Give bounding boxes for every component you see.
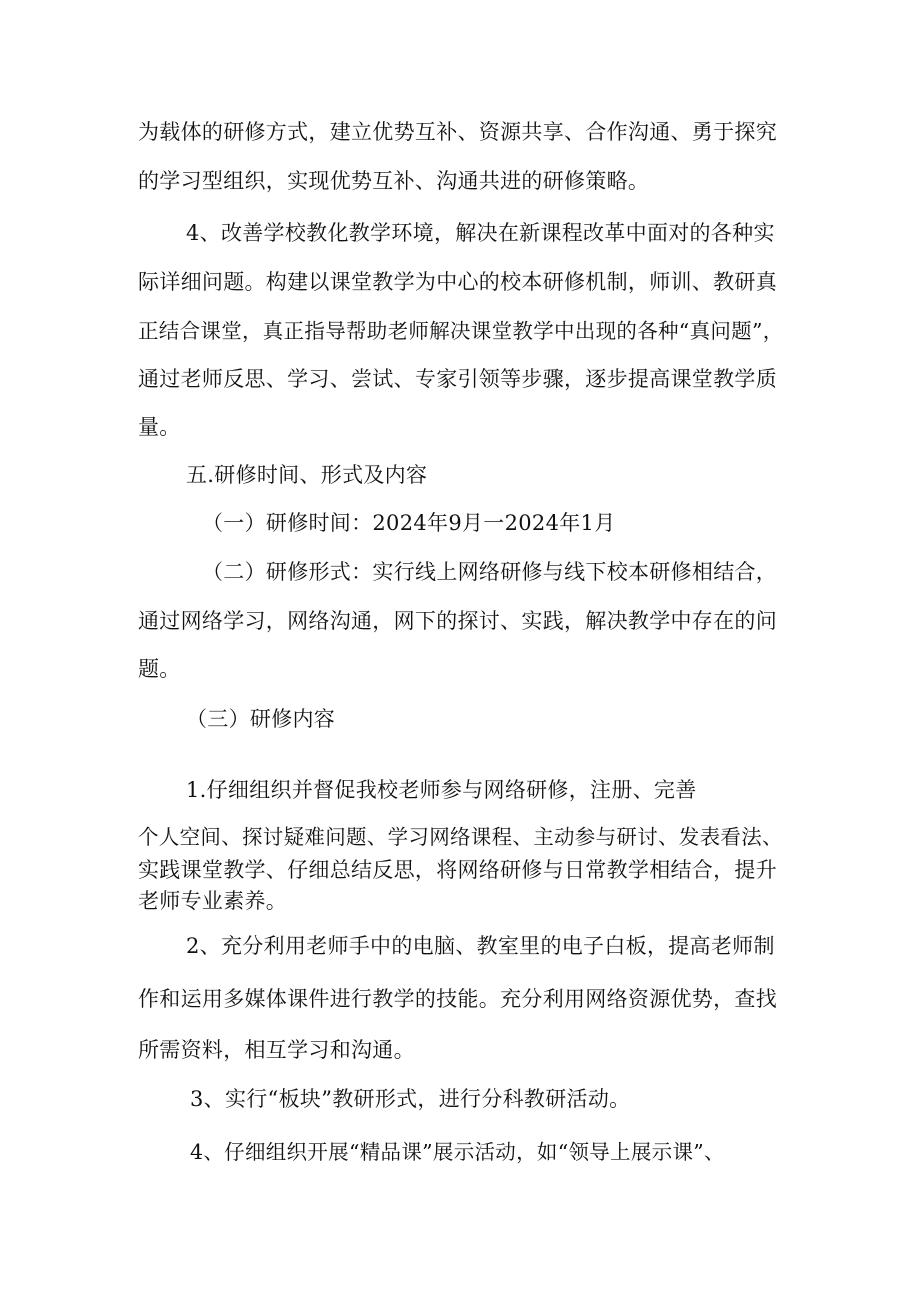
paragraph-line: 老师专业素养。: [138, 889, 288, 913]
paragraph-line: 4、改善学校教化教学环境，解决在新课程改革中面对的各种实: [186, 221, 775, 245]
section-heading: 五.研修时间、形式及内容: [186, 463, 428, 487]
paragraph-line: 的学习型组织，实现优势互补、沟通共进的研修策略。: [138, 169, 650, 193]
paragraph-line: 4、仔细组织开展“精品课”展示活动，如“领导上展示课”、: [190, 1140, 725, 1164]
paragraph-line: 2、充分利用老师手中的电脑、教室里的电子白板，提高老师制: [186, 934, 775, 958]
subsection-heading: （三）研修内容: [186, 707, 336, 731]
paragraph-line: 实践课堂教学、仔细总结反思，将网络研修与日常教学相结合，提升: [138, 858, 777, 882]
paragraph-line: 3、实行“板块”教研形式，进行分科教研活动。: [190, 1087, 631, 1111]
paragraph-line: 际详细问题。构建以课堂教学为中心的校本研修机制，师训、教研真: [138, 270, 777, 294]
paragraph-line: 个人空间、探讨疑难问题、学习网络课程、主动参与研讨、发表看法、: [138, 825, 783, 849]
paragraph-line: 通过网络学习，网络沟通，网下的探讨、实践，解决教学中存在的问: [138, 609, 777, 633]
paragraph-line: （二）研修形式：实行线上网络研修与线下校本研修相结合，: [202, 560, 778, 584]
paragraph-line: 所需资料，相互学习和沟通。: [138, 1038, 415, 1062]
paragraph-line: 量。: [138, 415, 181, 439]
paragraph-line: 1.仔细组织并督促我校老师参与网络研修，注册、完善: [186, 778, 697, 802]
list-item: （一）研修时间：2024年9月一2024年1月: [202, 511, 616, 535]
paragraph-line: 为载体的研修方式，建立优势互补、资源共享、合作沟通、勇于探究: [138, 120, 777, 144]
paragraph-line: 作和运用多媒体课件进行教学的技能。充分利用网络资源优势，查找: [138, 987, 777, 1011]
paragraph-line: 通过老师反思、学习、尝试、专家引领等步骤，逐步提高课堂教学质: [138, 367, 777, 391]
paragraph-line: 正结合课堂，真正指导帮助老师解决课堂教学中出现的各种“真问题”，: [138, 319, 784, 343]
paragraph-line: 题。: [138, 657, 181, 681]
